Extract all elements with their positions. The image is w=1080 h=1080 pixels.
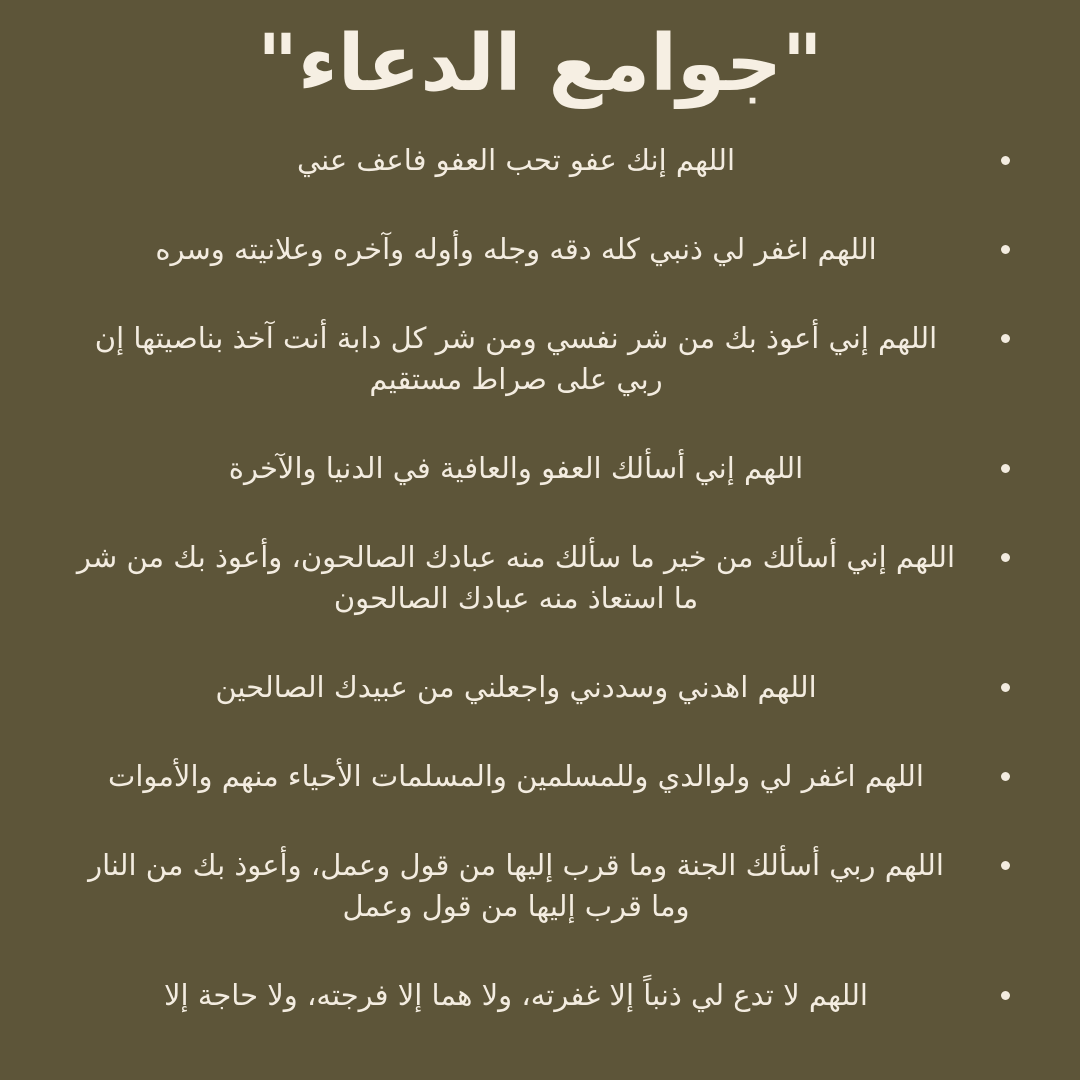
bullet-icon — [1001, 861, 1010, 870]
page-title: "جوامع الدعاء" — [257, 19, 823, 109]
bullet-icon — [1001, 464, 1010, 473]
list-item — [70, 667, 1010, 708]
list-item — [70, 537, 1010, 619]
bullet-icon — [1001, 553, 1010, 562]
duaa-list — [70, 140, 1010, 1064]
duaa-text: اللهم اهدني وسددني واجعلني من عبيدك الصالحين — [215, 670, 817, 704]
list-item — [70, 318, 1010, 400]
duaa-text: اللهم اغفر لي ذنبي كله دقه وجله وأوله وآخره وعلانيته وسره — [155, 232, 877, 266]
bullet-icon — [1001, 245, 1010, 254]
list-item — [70, 448, 1010, 489]
duaa-text: اللهم إنك عفو تحب العفو فاعف عني — [296, 143, 736, 177]
bullet-icon — [1001, 991, 1010, 1000]
duaa-text: اللهم إني أسألك من خير ما سألك منه عبادك الصالحون، وأعوذ بك من شر ما استعاذ منه عبادك الصالحون — [76, 540, 956, 615]
list-item — [70, 975, 1010, 1016]
bullet-icon — [1001, 772, 1010, 781]
duaa-text: اللهم لا تدع لي ذنباً إلا غفرته، ولا هما إلا فرجته، ولا حاجة إلا — [164, 978, 868, 1012]
list-item — [70, 229, 1010, 270]
duaa-text: اللهم إني أعوذ بك من شر نفسي ومن شر كل دابة أنت آخذ بناصيتها إن ربي على صراط مستقيم — [94, 321, 938, 396]
list-item — [70, 140, 1010, 181]
duaa-text: اللهم إني أسألك العفو والعافية في الدنيا والآخرة — [228, 451, 804, 485]
list-item — [70, 845, 1010, 927]
duaa-text: اللهم اغفر لي ولوالدي وللمسلمين والمسلمات الأحياء منهم والأموات — [108, 759, 924, 793]
duaa-text: اللهم ربي أسألك الجنة وما قرب إليها من قول وعمل، وأعوذ بك من النار وما قرب إليها من قول وعمل — [88, 848, 944, 923]
list-item — [70, 756, 1010, 797]
bullet-icon — [1001, 334, 1010, 343]
bullet-icon — [1001, 683, 1010, 692]
bullet-icon — [1001, 156, 1010, 165]
